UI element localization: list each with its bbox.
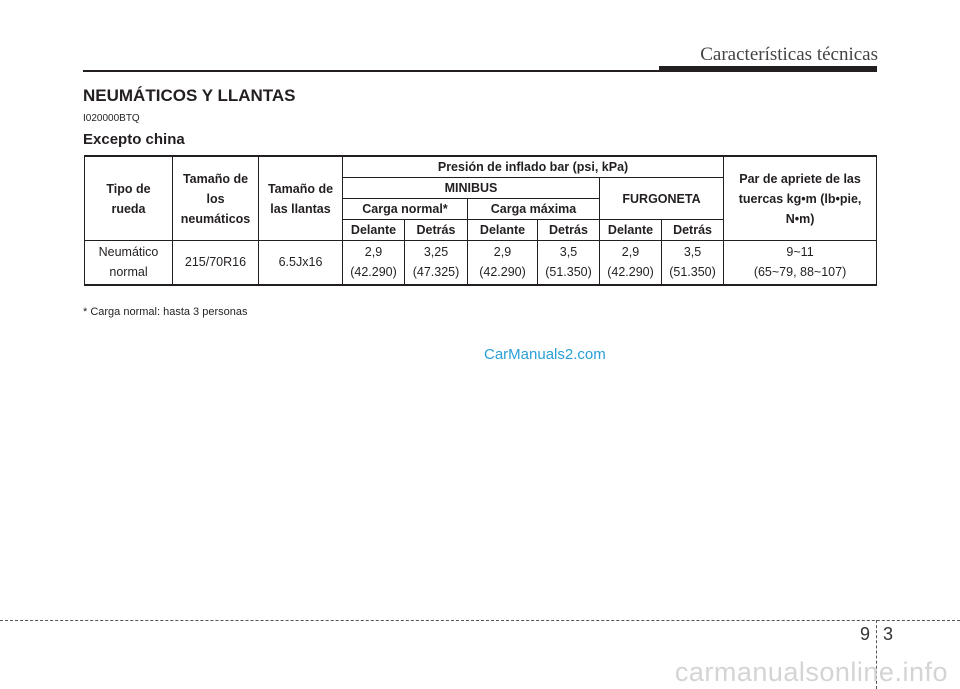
cell-pressure: 2,9 (42.290): [468, 241, 538, 285]
cell-tamano-llantas: 6.5Jx16: [259, 241, 343, 285]
header-tamano-llantas: Tamaño de las llantas: [259, 156, 343, 241]
header-carga-maxima: Carga máxima: [468, 199, 600, 220]
section-title: NEUMÁTICOS Y LLANTAS: [83, 86, 296, 105]
header-delante: Delante: [600, 220, 662, 241]
cell-pressure: 2,9 (42.290): [600, 241, 662, 285]
header-minibus: MINIBUS: [343, 178, 600, 199]
header-detras: Detrás: [538, 220, 600, 241]
header-detras: Detrás: [405, 220, 468, 241]
watermark-link[interactable]: CarManuals2.com: [484, 346, 606, 363]
header-rule-bar: [659, 66, 877, 72]
chapter-number: 9: [860, 624, 871, 644]
page-number: 3: [883, 624, 894, 644]
header-carga-normal: Carga normal*: [343, 199, 468, 220]
section-subtitle: Excepto china: [83, 131, 185, 148]
header-tamano-neumaticos: Tamaño de los neumáticos: [173, 156, 259, 241]
header-presion: Presión de inflado bar (psi, kPa): [343, 156, 724, 178]
cell-par-apriete: 9~11 (65~79, 88~107): [724, 241, 877, 285]
header-title: Características técnicas: [700, 44, 878, 65]
cell-tamano-neumaticos: 215/70R16: [173, 241, 259, 285]
header-tipo-rueda: Tipo de rueda: [85, 156, 173, 241]
cell-pressure: 2,9 (42.290): [343, 241, 405, 285]
header-delante: Delante: [468, 220, 538, 241]
header-rule: [83, 70, 659, 72]
footnote: * Carga normal: hasta 3 personas: [83, 306, 248, 318]
header-furgoneta: FURGONETA: [600, 178, 724, 220]
cell-pressure: 3,25 (47.325): [405, 241, 468, 285]
cell-tipo: Neumático normal: [85, 241, 173, 285]
cell-pressure: 3,5 (51.350): [662, 241, 724, 285]
cell-pressure: 3,5 (51.350): [538, 241, 600, 285]
header-detras: Detrás: [662, 220, 724, 241]
header-delante: Delante: [343, 220, 405, 241]
table-row: [85, 241, 877, 285]
site-watermark: carmanualsonline.info: [674, 657, 948, 687]
footer-divider: [0, 620, 960, 621]
tire-spec-table: [84, 155, 877, 286]
header-par-apriete: Par de apriete de las tuercas kg•m (lb•pie, N•m): [724, 156, 877, 241]
section-code: I020000BTQ: [83, 113, 140, 124]
